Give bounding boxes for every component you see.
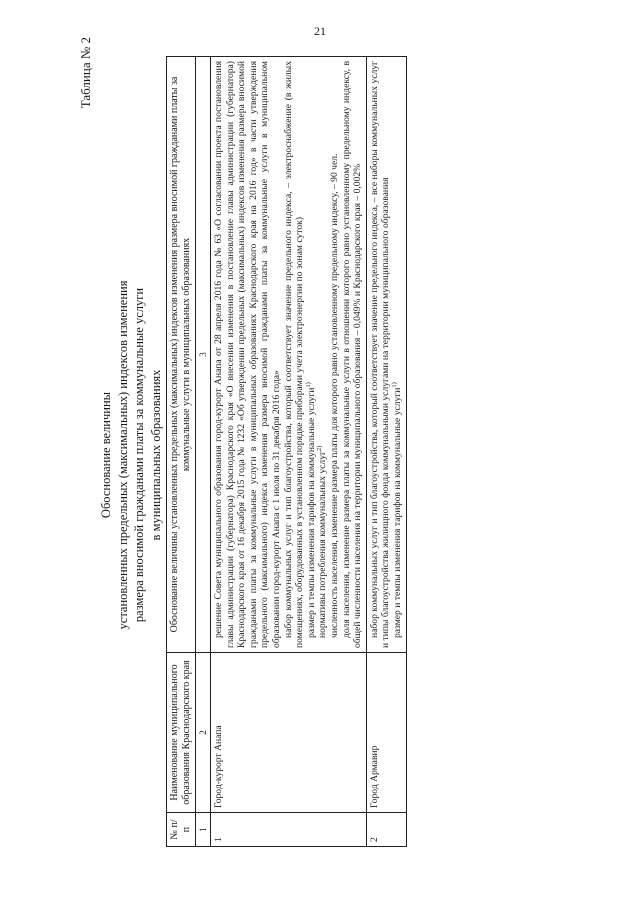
header-municipality: Наименование муниципального образования Краснодарского края — [167, 653, 196, 813]
column-number: 2 — [196, 653, 211, 813]
table-row — [211, 57, 367, 847]
row-number: 1 — [211, 813, 367, 847]
column-number: 1 — [196, 813, 211, 847]
justification-paragraph: набор коммунальных услуг и тип благоустройства, который соответствует значение предельного индекса, – все наборы коммунальных услуг и типы благоустройства жилищного фонда коммунальными услугами на территории муниципального образования — [368, 61, 392, 648]
rotated-table-page — [70, 25, 540, 885]
paragraph-text: размер и темпы изменения тарифов на коммунальные услуги — [391, 387, 403, 638]
table-header-row — [167, 57, 196, 847]
title-line: установленных предельных (максимальных) индексов изменения — [115, 280, 130, 630]
justification-paragraph: решение Совета муниципального образования город-курорт Анапа от 28 апреля 2016 года № 63 «О согласовании проекта постановления главы администрации (губернатора) Краснодарского края «О внесении изменения в постановление главы администрации (губернатора) Краснодарского края от 16 декабря 2015 года № 1232 «Об утверждении предельных (максимальных) индексов изменения размера вносимой гражданами платы за коммунальные услуги в муниципальных образованиях Краснодарского края на 2016 год» в части утверждения предельного (максимального) индекса изменения размера вносимой гражданами платы за коммунальные услуги в муниципальном образовании город-курорт Анапа с 1 июля по 31 декабря 2016 года» — [213, 61, 282, 648]
footnote-mark: 2) — [316, 445, 324, 452]
municipality-name: Город Армавир — [366, 653, 406, 813]
footnote-mark: 1) — [304, 382, 312, 388]
title-line: в муниципальных образованиях — [148, 369, 163, 541]
row-number: 2 — [366, 813, 406, 847]
title-line: Обоснование величины — [99, 391, 113, 519]
paragraph-text: размер и темпы изменения тарифов на коммунальные услуги — [305, 387, 317, 638]
justification-cell — [366, 57, 406, 653]
title-line: размера вносимой гражданами платы за коммунальные услуги — [132, 287, 146, 623]
column-number-row — [196, 57, 211, 847]
column-number: 3 — [196, 57, 211, 653]
header-number: № п/п — [167, 813, 196, 847]
page-number: 21 — [314, 24, 326, 38]
table-title — [98, 25, 164, 885]
table-number: Таблица № 2 — [78, 37, 93, 109]
justification-table — [166, 56, 407, 847]
justification-cell — [211, 57, 367, 653]
footnote-mark: 1) — [390, 382, 398, 388]
table-row — [366, 57, 406, 847]
municipality-name: Город-курорт Анапа — [211, 653, 367, 813]
justification-paragraph — [306, 61, 318, 648]
justification-paragraph: набор коммунальных услуг и тип благоустройства, который соответствует значение предельного индекса, – электроснабжение (в жилых помещениях, оборудованных в установленном порядке приборами учета электроэнергии по зонам суток) — [282, 61, 306, 648]
justification-paragraph: доля населения, изменение размера платы за коммунальные услуги в отношении которого равно установленному предельному индексу, в общей численности населения на территории муниципального образования – 0,049% и Краснодарского края – 0,002% — [340, 61, 364, 648]
justification-paragraph: численность населения, изменение размера платы для которого равно установленному предельному индексу, – 90 чел. — [328, 153, 340, 638]
justification-paragraph — [317, 61, 329, 648]
paragraph-text: нормативы потребления коммунальных услуг — [317, 451, 329, 638]
justification-paragraph — [392, 61, 404, 648]
header-justification: Обоснование величины установленных предельных (максимальных) индексов изменения размера вносимой гражданами платы за коммунальные услуги в муниципальных образованиях — [167, 57, 196, 653]
